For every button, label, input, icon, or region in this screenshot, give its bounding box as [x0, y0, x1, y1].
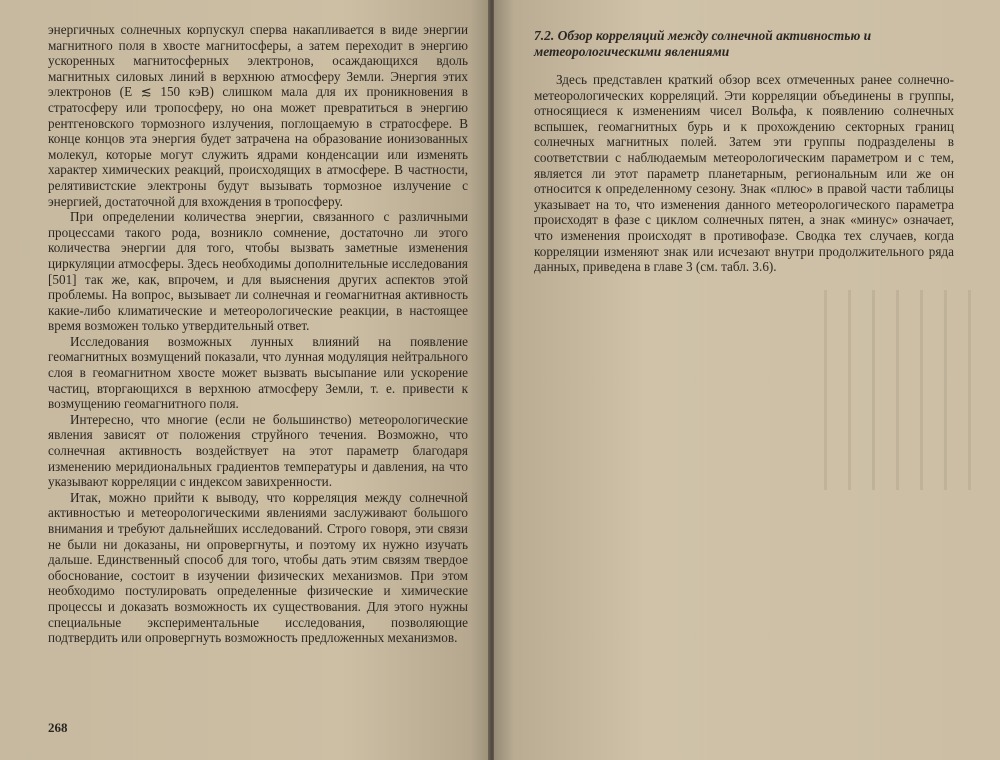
paragraph: При определении количества энергии, связанного с различными процессами такого рода, возникло сомнение, достаточно ли этого количества энергии для того, чтобы вызвать заметные изменения циркуляции атмосферы. Здесь необходимы дополнительные исследования [501] так же, как, впрочем, и для выяснения других аспектов этой проблемы. На вопрос, вызывает ли солнечная и геомагнитная активность какие-либо климатические и метеорологические реакции, в настоящее время возможен только утвердительный ответ.: [48, 209, 468, 334]
left-page: [0, 0, 490, 760]
paragraph: Итак, можно прийти к выводу, что корреляция между солнечной активностью и метеорологическими явлениями заслуживают большого внимания и требуют дальнейших исследований. Строго говоря, эти связи не были ни доказаны, ни опровергнуты, и поэтому их нужно изучать дальше. Единственный способ для того, чтобы дать этим связям твердое обоснование, состоит в изучении физических механизмов. При этом необходимо постулировать определенные физические и химические процессы и доказать возможность их существования. Для этого нужны специальные экспериментальные исследования, позволяющие подтвердить или опровергнуть возможность предложенных механизмов.: [48, 489, 468, 646]
paragraph: энергичных солнечных корпускул сперва накапливается в виде энергии магнитного поля в хвосте магнитосферы, а затем переходит в энергию ускоренных магнитосферных электронов, осаждающихся вдоль магнитных силовых линий в верхнюю атмосферу Земли. Энергия этих электронов (E ≲ 150 кэВ) слишком мала для их проникновения в стратосферу или тропосферу, но она может превратиться в энергию рентгеновского тормозного излучения, поглощаемую в стратосфере. В конце концов эта энергия будет затрачена на образование ионизованных молекул, которые могут служить ядрами конденсации или изменять характер химических реакций, происходящих в атмосфере. В частности, релятивистские электроны будут вызывать тормозное излучение с энергией, достаточной для вхождения в тропосферу.: [48, 22, 468, 209]
left-page-text: [48, 22, 468, 646]
paragraph: Интересно, что многие (если не большинство) метеорологические явления зависят от положения струйного течения. Возможно, что солнечная активность воздействует на этот параметр благодаря изменению меридиональных градиентов температуры и давления, на что указывают корреляции с индексом завихренности.: [48, 411, 468, 490]
paragraph: Здесь представлен краткий обзор всех отмеченных ранее солнечно-метеорологических корреляций. Эти корреляции объединены в группы, относящиеся к изменениям чисел Вольфа, к появлению солнечных вспышек, геомагнитных бурь и к прохождению секторных границ солнечных магнитных полей. Затем эти группы подразделены в соответствии с наблюдаемым метеорологическим параметром и с тем, является ли этот параметр планетарным, региональным или же он относится к определенному сезону. Знак «плюс» в правой части таблицы указывает на то, что изменения данного метеорологического параметра происходят в фазе с циклом солнечных пятен, а знак «минус» означает, что изменения происходят в противофазе. Сводка тех случаев, когда корреляции изменяют знак или исчезают внутри продолжительного ряда данных, приведена в главе 3 (см. табл. 3.6).: [534, 72, 954, 275]
show-through-texture: [824, 290, 974, 490]
paragraph: Исследования возможных лунных влияний на появление геомагнитных возмущений показали, что лунная модуляция нейтрального слоя в геомагнитном хвосте может вызвать высыпание или ускорение частиц, вторгающихся в верхнюю атмосферу Земли, т. е. привести к возмущению геомагнитного поля.: [48, 333, 468, 412]
right-page: [494, 0, 1000, 760]
page-number: 268: [48, 720, 68, 735]
right-page-text: [534, 28, 954, 275]
section-heading: 7.2. Обзор корреляций между солнечной активностью и метеорологическими явлениями: [534, 28, 872, 59]
